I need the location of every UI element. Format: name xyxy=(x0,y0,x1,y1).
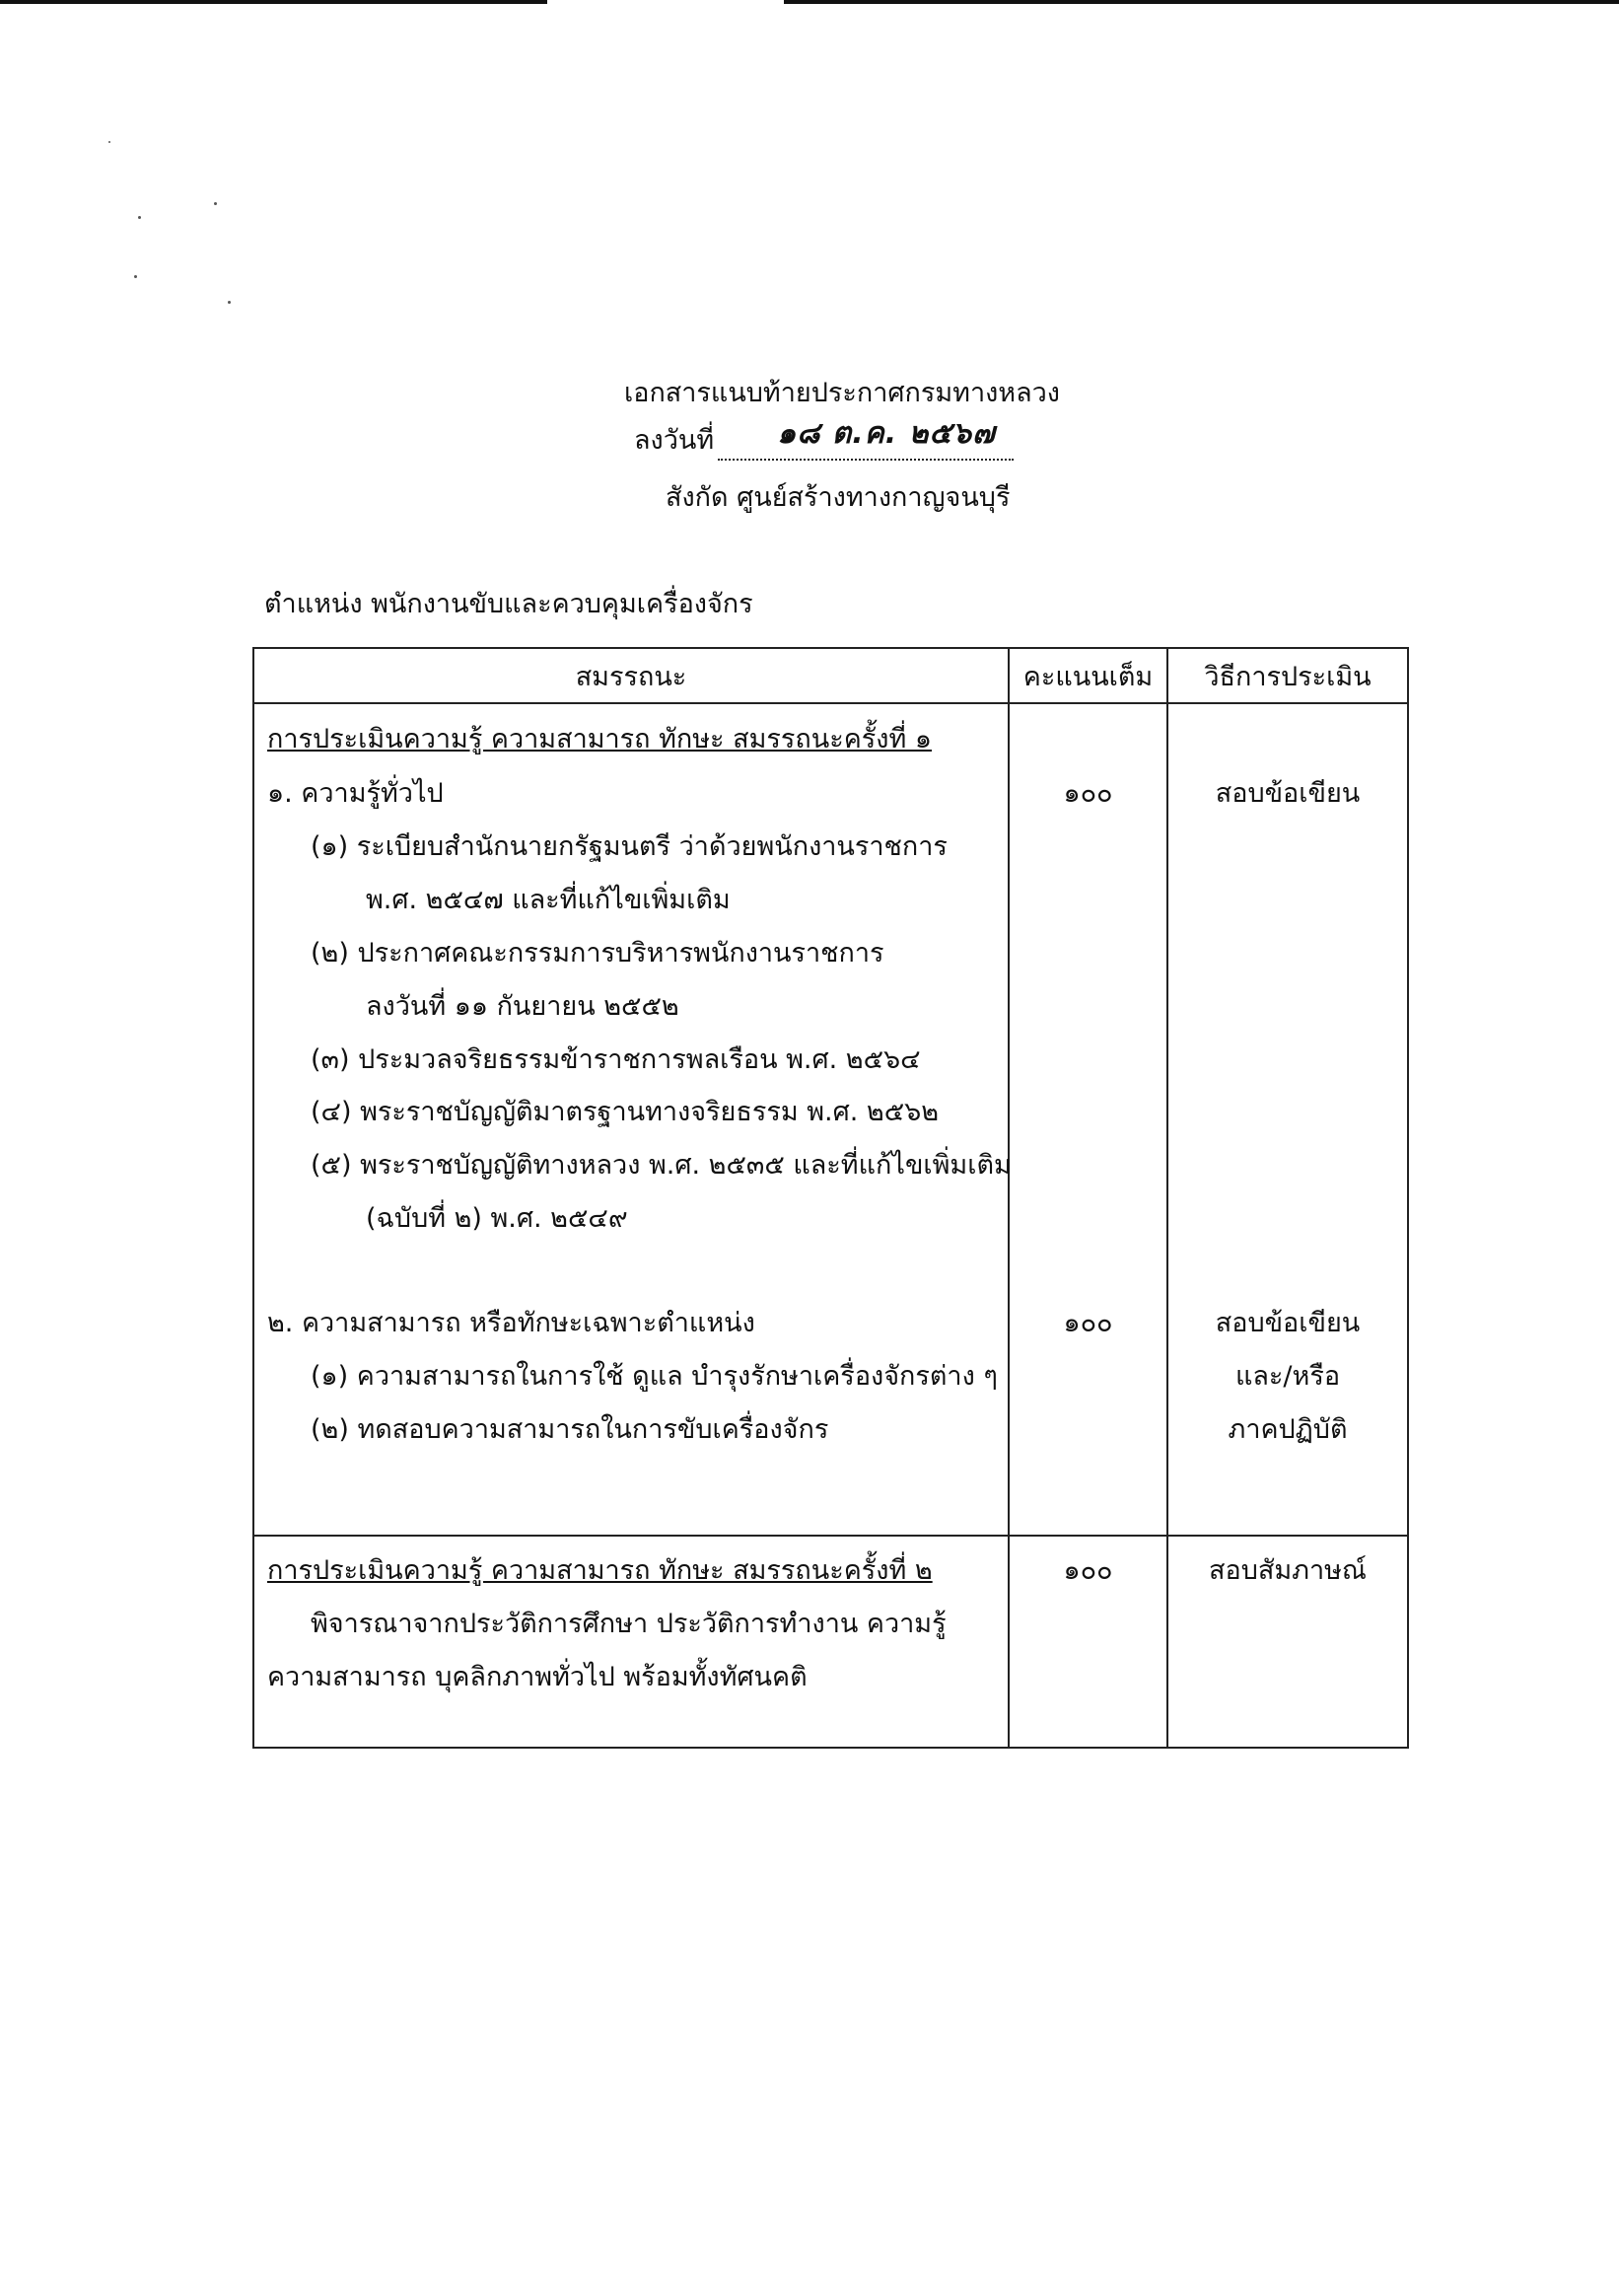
round2-title: การประเมินความรู้ ความสามารถ ทักษะ สมรรถนะครั้งที่ ๒ xyxy=(267,1555,933,1586)
section2-method: สอบข้อเขียน xyxy=(1215,1308,1361,1338)
header-full-score: คะแนนเต็ม xyxy=(1009,648,1167,703)
section1-method: สอบข้อเขียน xyxy=(1215,778,1361,809)
table-row-round1 xyxy=(253,703,1408,1536)
list-item: (๕) พระราชบัญญัติทางหลวง พ.ศ. ๒๕๓๕ และที่แก้ไขเพิ่มเติม xyxy=(311,1150,1012,1181)
round2-score: ๑๐๐ xyxy=(1063,1555,1113,1586)
scan-speck xyxy=(228,301,231,304)
handwritten-date: ๑๘ ต.ค. ๒๕๖๗ xyxy=(777,416,996,451)
scan-speck xyxy=(138,216,141,219)
section2-method: ภาคปฏิบัติ xyxy=(1228,1414,1348,1445)
list-item: (๔) พระราชบัญญัติมาตรฐานทางจริยธรรม พ.ศ. ๒๕๖๒ xyxy=(311,1097,940,1127)
doc-affiliation: สังกัด ศูนย์สร้างทางกาญจนบุรี xyxy=(666,482,1011,513)
scan-edge-left xyxy=(0,0,547,4)
list-item: พ.ศ. ๒๕๔๗ และที่แก้ไขเพิ่มเติม xyxy=(366,885,731,915)
section1-score: ๑๐๐ xyxy=(1063,778,1113,809)
list-item: (๑) ความสามารถในการใช้ ดูแล บำรุงรักษาเครื่องจักรต่าง ๆ xyxy=(311,1361,998,1392)
list-item: (๒) ทดสอบความสามารถในการขับเครื่องจักร xyxy=(311,1414,829,1445)
scan-speck xyxy=(134,275,137,278)
round2-text: ความสามารถ บุคลิกภาพทั่วไป พร้อมทั้งทัศนคติ xyxy=(267,1662,808,1692)
list-item: (ฉบับที่ ๒) พ.ศ. ๒๕๔๙ xyxy=(366,1203,628,1234)
header-competency: สมรรถนะ xyxy=(253,648,1009,703)
section2-method: และ/หรือ xyxy=(1234,1361,1341,1392)
doc-date-line xyxy=(634,418,1014,461)
list-item: (๒) ประกาศคณะกรรมการบริหารพนักงานราชการ xyxy=(311,938,884,969)
scan-speck xyxy=(108,141,110,143)
round1-title: การประเมินความรู้ ความสามารถ ทักษะ สมรรถนะครั้งที่ ๑ xyxy=(267,724,932,754)
list-item: ลงวันที่ ๑๑ กันยายน ๒๕๕๒ xyxy=(366,991,679,1022)
section2-score: ๑๐๐ xyxy=(1063,1308,1113,1338)
date-label: ลงวันที่ xyxy=(634,425,715,456)
scan-edge-right xyxy=(784,0,1619,4)
list-item: (๑) ระเบียบสำนักนายกรัฐมนตรี ว่าด้วยพนักงานราชการ xyxy=(311,831,948,862)
round2-text: พิจารณาจากประวัติการศึกษา ประวัติการทำงาน ความรู้ xyxy=(311,1609,947,1639)
doc-title: เอกสารแนบท้ายประกาศกรมทางหลวง xyxy=(624,378,1060,408)
date-dotted-line xyxy=(718,416,1014,461)
position-title: ตำแหน่ง พนักงานขับและควบคุมเครื่องจักร xyxy=(264,589,753,619)
table-row-round2 xyxy=(253,1536,1408,1748)
section2-heading: ๒. ความสามารถ หรือทักษะเฉพาะตำแหน่ง xyxy=(267,1308,755,1338)
list-item: (๓) ประมวลจริยธรรมข้าราชการพลเรือน พ.ศ. ๒๕๖๔ xyxy=(311,1044,921,1075)
scan-speck xyxy=(214,202,217,205)
competency-table xyxy=(252,647,1409,1749)
round2-method: สอบสัมภาษณ์ xyxy=(1209,1555,1367,1586)
section1-heading: ๑. ความรู้ทั่วไป xyxy=(267,778,444,809)
header-method: วิธีการประเมิน xyxy=(1167,648,1408,703)
